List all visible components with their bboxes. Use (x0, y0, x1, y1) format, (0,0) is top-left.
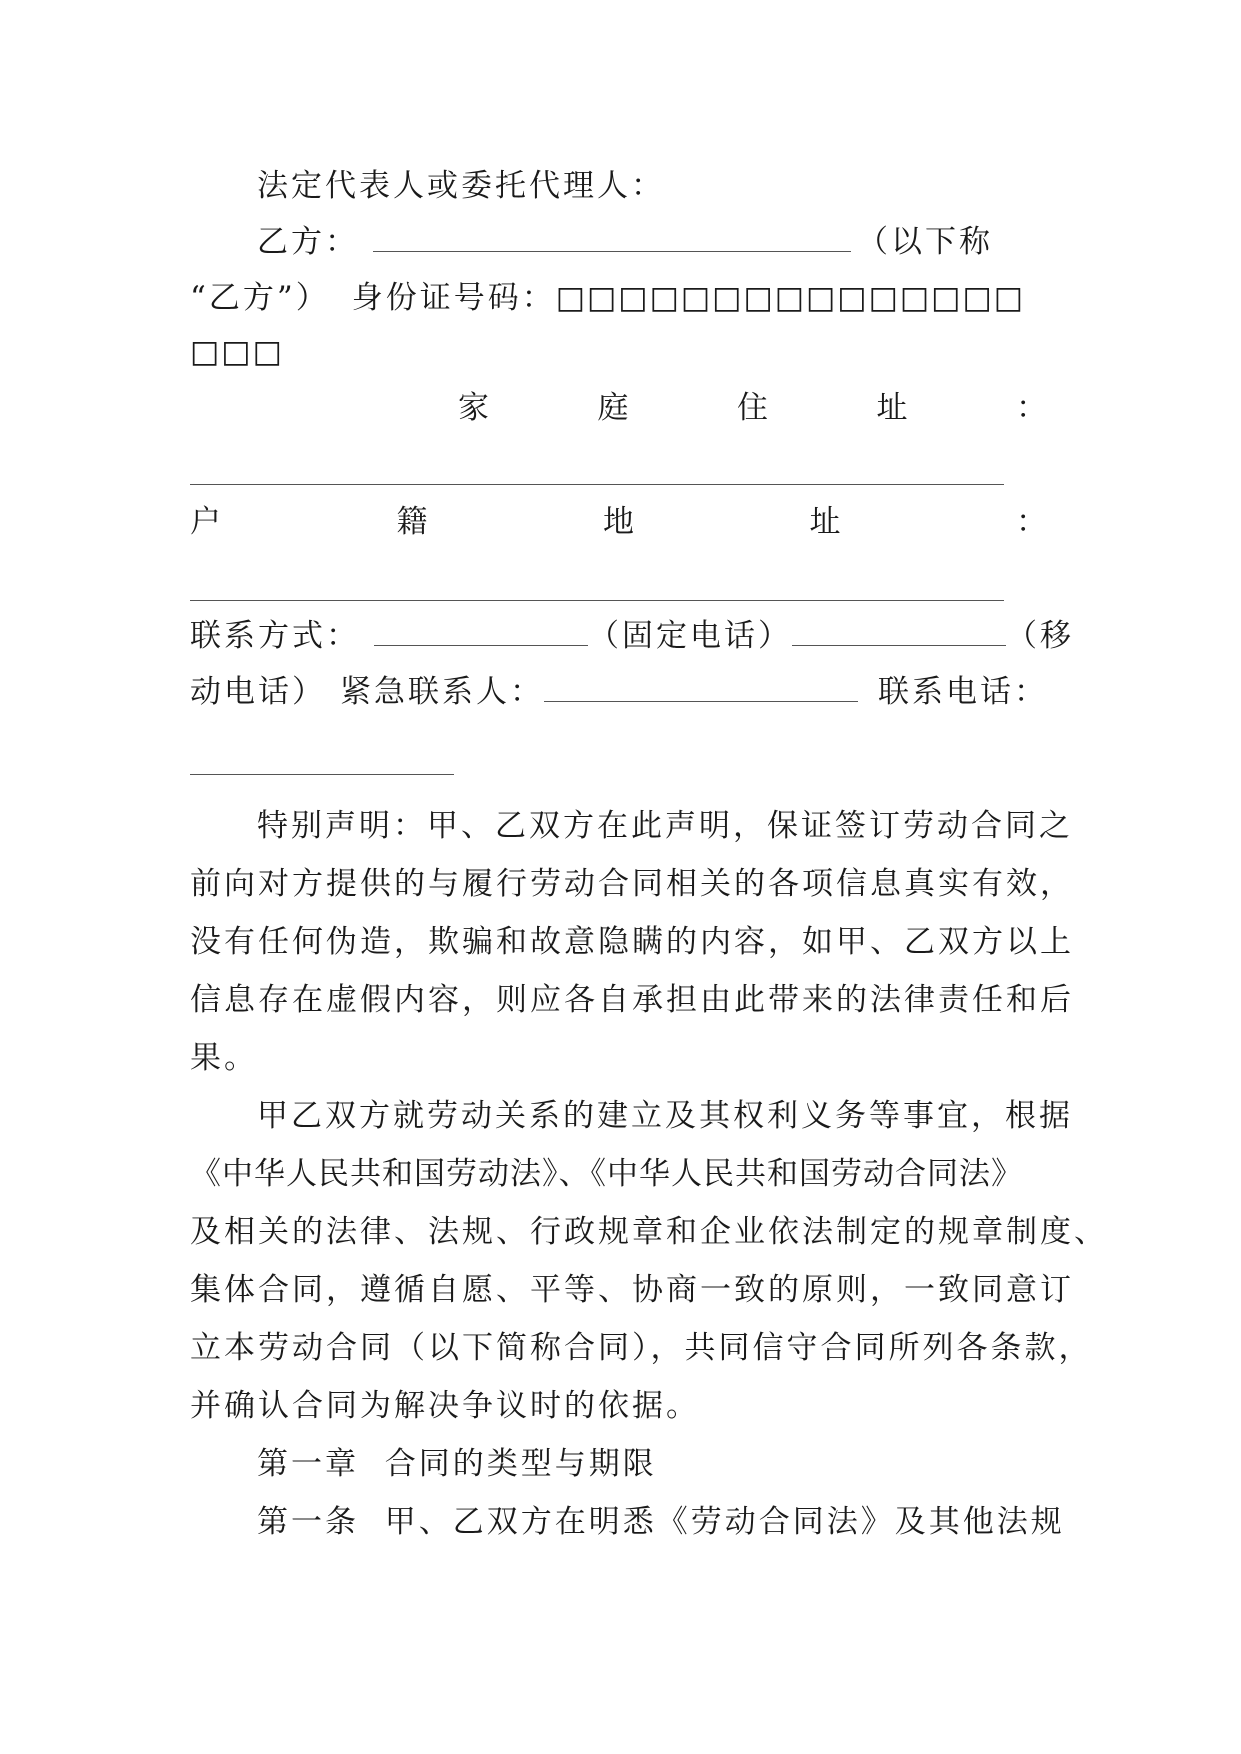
party-b-label: 乙方： (257, 224, 359, 260)
fixed-phone-blank (374, 623, 588, 646)
emergency-contact-blank (544, 679, 858, 702)
label-char: 住 (737, 390, 771, 426)
label-colon: ： (1016, 504, 1050, 540)
mobile-phone-blank (792, 623, 1006, 646)
label-char: 家 (458, 390, 492, 426)
label-char: 庭 (597, 390, 632, 426)
contact-phone-blank (190, 774, 454, 775)
basis-line: 并确认合同为解决争议时的依据。 (190, 1388, 700, 1424)
article-line: 第一条 甲、乙双方在明悉《劳动合同法》及其他法规 (257, 1504, 1065, 1540)
fixed-phone-label: （固定电话） (588, 618, 792, 654)
party-b-id-line (190, 278, 1050, 318)
emergency-line (190, 672, 1050, 712)
label-char: 户 (190, 504, 224, 540)
declaration-line: 前向对方提供的与履行劳动合同相关的各项信息真实有效， (190, 866, 1074, 902)
label-char: 址 (876, 390, 911, 426)
id-number-label: 身份证号码： (351, 280, 556, 316)
household-address-label (190, 502, 1050, 542)
party-b-suffix: （以下称 (857, 224, 993, 260)
home-address-blank (190, 484, 1004, 485)
label-char: 址 (809, 504, 844, 540)
basis-line: 立本劳动合同（以下简称合同），共同信守合同所列各条款， (190, 1330, 1093, 1366)
label-char: 地 (603, 504, 637, 540)
mobile-phone-open: （移 (1006, 618, 1074, 654)
id-number-boxes-cont: □□□ (190, 334, 284, 370)
declaration-line: 果。 (190, 1040, 258, 1076)
declaration-line: 特别声明：甲、乙双方在此声明，保证签订劳动合同之 (257, 808, 1073, 844)
basis-line: 集体合同，遵循自愿、平等、协商一致的原则，一致同意订 (190, 1272, 1074, 1308)
home-address-label (458, 388, 1050, 428)
contact-label: 联系方式： (190, 618, 360, 654)
basis-line: 及相关的法律、法规、行政规章和企业依法制定的规章制度、 (190, 1214, 1108, 1250)
household-address-blank (190, 600, 1004, 601)
id-number-boxes: □□□□□□□□□□□□□□□ (555, 280, 1026, 316)
representative-line: 法定代表人或委托代理人： (257, 168, 665, 204)
chapter-heading: 第一章 合同的类型与期限 (257, 1446, 657, 1482)
label-colon: ： (1016, 390, 1050, 426)
emergency-contact-label: 紧急联系人： (340, 674, 544, 710)
contact-line (190, 616, 1074, 656)
label-char: 籍 (396, 504, 431, 540)
party-b-line (257, 222, 1050, 262)
party-b-name-blank (373, 229, 851, 252)
party-b-alias: “乙方”） (190, 280, 330, 316)
declaration-line: 没有任何伪造，欺骗和故意隐瞒的内容，如甲、乙双方以上 (190, 924, 1074, 960)
contact-phone-label: 联系电话： (878, 674, 1048, 710)
basis-line: 《中华人民共和国劳动法》、《中华人民共和国劳动合同法》 (190, 1156, 1023, 1192)
basis-line: 甲乙双方就劳动关系的建立及其权利义务等事宜，根据 (257, 1098, 1073, 1134)
declaration-line: 信息存在虚假内容，则应各自承担由此带来的法律责任和后 (190, 982, 1074, 1018)
mobile-phone-close: 动电话） (190, 674, 326, 710)
